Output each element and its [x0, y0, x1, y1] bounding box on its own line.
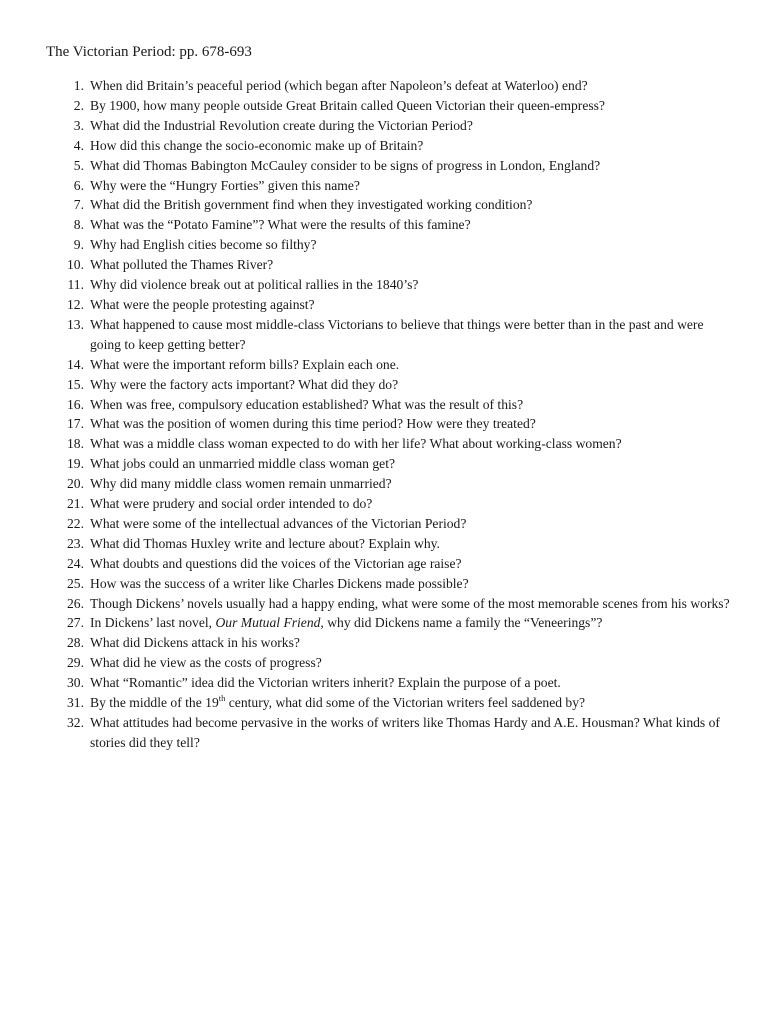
question-number: 26. [67, 595, 84, 611]
question-number: 18. [67, 436, 84, 452]
question-item [46, 375, 736, 395]
question-text: What did Dickens attack in his works? [90, 635, 300, 651]
question-item [46, 613, 736, 633]
question-number: 3. [73, 117, 84, 133]
question-number: 31. [67, 695, 84, 711]
question-number: 28. [67, 635, 84, 651]
question-text: How did this change the socio-economic make up of Britain? [90, 137, 424, 153]
question-text: Why had English cities become so filthy? [90, 237, 317, 253]
question-item [46, 633, 736, 653]
question-item [46, 235, 736, 255]
question-item [46, 395, 736, 415]
question-item [46, 295, 736, 315]
question-number: 20. [67, 476, 84, 492]
question-text [90, 693, 736, 713]
question-item [46, 414, 736, 434]
question-number: 7. [73, 197, 84, 213]
novel-title: Our Mutual Friend, [215, 615, 324, 631]
question-number: 8. [73, 217, 84, 233]
question-item [46, 434, 736, 454]
question-item [46, 713, 736, 753]
question-number: 23. [67, 535, 84, 551]
question-text: What attitudes had become pervasive in the works of writers like Thomas Hardy and A.E. Housman? What kinds of stories did they tell? [90, 715, 720, 750]
question-text: What “Romantic” idea did the Victorian writers inherit? Explain the purpose of a poet. [90, 675, 561, 691]
ordinal-superscript: th [218, 693, 226, 704]
question-text: What was the position of women during this time period? How were they treated? [90, 416, 536, 432]
question-item [46, 76, 736, 96]
question-number: 12. [67, 296, 84, 312]
question-text: What did the British government find when they investigated working condition? [90, 197, 533, 213]
question-text: What were the important reform bills? Explain each one. [90, 356, 400, 372]
question-text: By 1900, how many people outside Great Britain called Queen Victorian their queen-empress? [90, 97, 605, 113]
question-item [46, 574, 736, 594]
question-item [46, 195, 736, 215]
question-list [46, 76, 736, 753]
question-item [46, 96, 736, 116]
question-item [46, 554, 736, 574]
question-number: 9. [73, 237, 84, 253]
question-text: How was the success of a writer like Charles Dickens made possible? [90, 575, 469, 591]
question-item [46, 355, 736, 375]
question-text: What jobs could an unmarried middle class woman get? [90, 456, 396, 472]
question-item [46, 136, 736, 156]
question-item [46, 116, 736, 136]
question-number: 17. [67, 416, 84, 432]
question-text-after: century, what did some of the Victorian writers feel saddened by? [225, 695, 586, 711]
question-text: What was the “Potato Famine”? What were the results of this famine? [90, 217, 471, 233]
question-number: 15. [67, 376, 84, 392]
question-number: 10. [67, 257, 84, 273]
question-item [46, 534, 736, 554]
document-title: The Victorian Period: pp. 678-693 [46, 44, 252, 60]
question-number: 11. [67, 277, 84, 293]
question-text: When did Britain’s peaceful period (which began after Napoleon’s defeat at Waterloo) end? [90, 78, 588, 93]
question-item [46, 176, 736, 196]
question-number: 5. [73, 157, 84, 173]
question-item [46, 494, 736, 514]
question-number: 27. [67, 615, 84, 631]
question-number: 19. [67, 456, 84, 472]
question-text-after: why did Dickens name a family the “Veneerings”? [323, 615, 603, 631]
question-text: Though Dickens’ novels usually had a happy ending, what were some of the most memorable scenes from his works? [90, 595, 730, 611]
question-number: 2. [73, 97, 84, 113]
question-text: What did he view as the costs of progress? [90, 655, 322, 671]
question-text: What was a middle class woman expected to do with her life? What about working-class women? [90, 436, 622, 452]
question-text: What were prudery and social order intended to do? [90, 496, 373, 512]
question-item [46, 275, 736, 295]
question-number: 16. [67, 396, 84, 412]
question-number: 30. [67, 675, 84, 691]
question-text: Why did many middle class women remain unmarried? [90, 476, 392, 492]
question-item [46, 315, 736, 355]
question-number: 29. [67, 655, 84, 671]
question-number: 24. [67, 555, 84, 571]
question-text: What doubts and questions did the voices of the Victorian age raise? [90, 555, 462, 571]
question-number: 22. [67, 515, 84, 531]
question-item [46, 156, 736, 176]
question-text: Why were the factory acts important? What did they do? [90, 376, 399, 392]
question-item [46, 653, 736, 673]
question-text-before: In Dickens’ last novel, [90, 615, 216, 631]
question-text: What polluted the Thames River? [90, 257, 274, 273]
question-text: What happened to cause most middle-class Victorians to believe that things were better than in the past and were going to keep getting better? [90, 316, 704, 352]
question-number: 21. [67, 496, 84, 512]
question-number: 32. [67, 715, 84, 730]
question-text: What were some of the intellectual advances of the Victorian Period? [90, 515, 467, 531]
question-text: What were the people protesting against? [90, 296, 315, 312]
question-text: When was free, compulsory education established? What was the result of this? [90, 396, 524, 412]
question-number: 25. [67, 575, 84, 591]
question-item [46, 454, 736, 474]
question-number: 1. [73, 78, 84, 93]
question-text: Why did violence break out at political rallies in the 1840’s? [90, 277, 419, 293]
question-item [46, 255, 736, 275]
question-item [46, 474, 736, 494]
question-item [46, 693, 736, 713]
question-text: Why were the “Hungry Forties” given this name? [90, 177, 360, 193]
question-item [46, 594, 736, 614]
question-text [90, 613, 736, 633]
question-number: 14. [67, 356, 84, 372]
question-item [46, 215, 736, 235]
question-item [46, 514, 736, 534]
question-text: What did Thomas Babington McCauley consider to be signs of progress in London, England? [90, 157, 601, 173]
question-number: 6. [73, 177, 84, 193]
question-number: 13. [67, 316, 84, 332]
question-text: What did the Industrial Revolution create during the Victorian Period? [90, 117, 473, 133]
question-item [46, 673, 736, 693]
question-text-before: By the middle of the 19 [90, 695, 219, 711]
question-text: What did Thomas Huxley write and lecture about? Explain why. [90, 535, 440, 551]
question-number: 4. [73, 137, 84, 153]
